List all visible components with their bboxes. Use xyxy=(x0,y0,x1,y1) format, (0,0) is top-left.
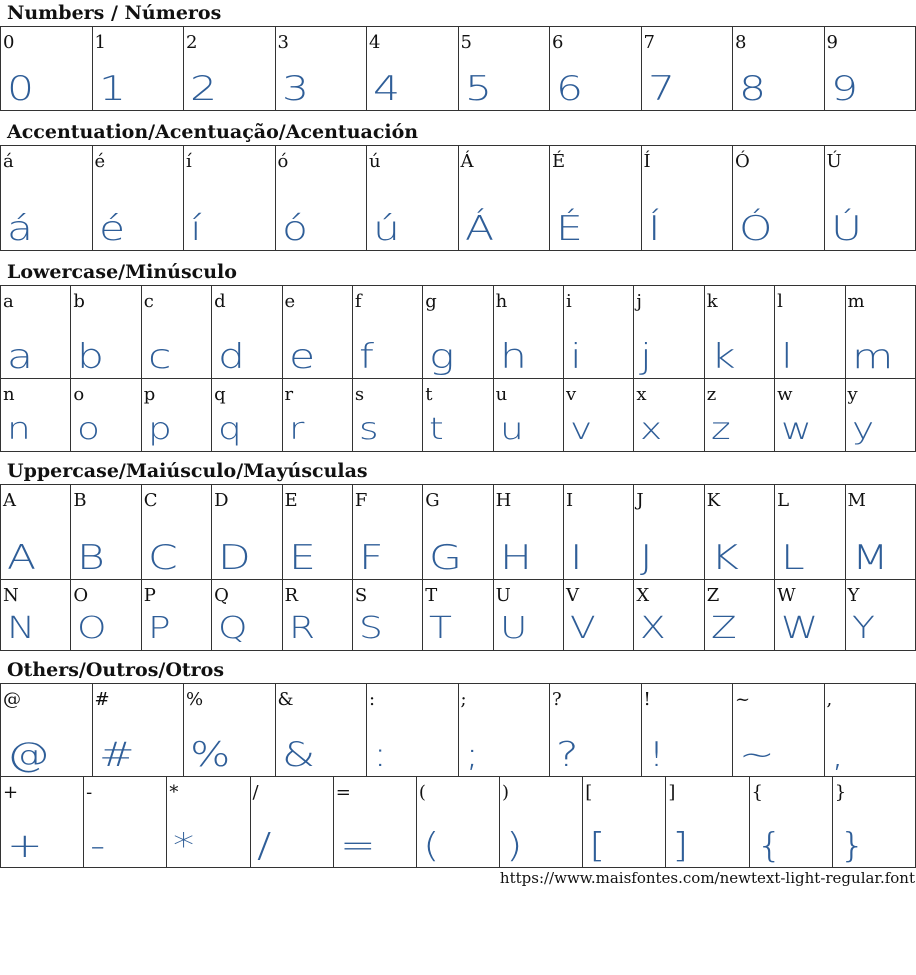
glyph-sample: L xyxy=(781,538,805,578)
glyph-sample: E xyxy=(288,538,316,578)
glyph-sample: T xyxy=(429,611,453,646)
glyph-cell xyxy=(423,286,493,379)
glyph-caption: k xyxy=(706,291,718,312)
glyph-row xyxy=(1,286,916,379)
numbers-grid xyxy=(0,26,916,111)
glyph-sample: 5 xyxy=(464,69,492,109)
glyph-caption: J xyxy=(636,490,644,511)
glyph-cell xyxy=(71,379,141,452)
glyph-caption: f xyxy=(354,291,362,312)
glyph-cell xyxy=(493,485,563,580)
glyph-cell xyxy=(550,684,642,777)
glyph-caption: , xyxy=(826,689,833,710)
glyph-cell xyxy=(141,485,211,580)
glyph-sample: M xyxy=(851,538,889,578)
glyph-caption: w xyxy=(777,384,793,405)
section-title-others: Others/Outros/Otros xyxy=(7,659,225,681)
glyph-cell xyxy=(333,777,416,868)
glyph-cell xyxy=(845,485,916,580)
glyph-sample: - xyxy=(90,826,106,866)
glyph-caption: i xyxy=(566,291,572,312)
source-url[interactable]: https://www.maisfontes.com/newtext-light-regular.font xyxy=(499,869,915,887)
glyph-caption: a xyxy=(3,291,14,312)
glyph-row xyxy=(1,27,916,111)
glyph-cell xyxy=(282,580,352,651)
glyph-sample: @ xyxy=(7,735,50,775)
glyph-caption: ) xyxy=(502,782,510,803)
glyph-sample: d xyxy=(218,337,246,377)
glyph-sample: ) xyxy=(506,826,523,866)
glyph-caption: ó xyxy=(277,151,289,172)
glyph-sample: * xyxy=(173,826,195,866)
glyph-sample: N xyxy=(7,611,36,646)
glyph-caption: ] xyxy=(668,782,676,803)
glyph-cell xyxy=(212,286,282,379)
glyph-caption: & xyxy=(277,689,294,710)
glyph-sample: V xyxy=(570,611,596,646)
glyph-cell xyxy=(641,684,733,777)
glyph-cell xyxy=(564,379,634,452)
glyph-caption: N xyxy=(3,585,19,606)
glyph-sample: { xyxy=(755,826,783,866)
glyph-caption: Q xyxy=(214,585,229,606)
glyph-caption: } xyxy=(834,782,847,803)
glyph-cell xyxy=(367,684,459,777)
glyph-cell xyxy=(275,684,367,777)
glyph-cell xyxy=(493,286,563,379)
glyph-sample: 2 xyxy=(190,69,218,109)
glyph-cell xyxy=(71,580,141,651)
glyph-sample: A xyxy=(7,538,37,578)
glyph-cell xyxy=(500,777,583,868)
glyph-cell xyxy=(367,146,459,251)
glyph-caption: Y xyxy=(847,585,860,606)
glyph-cell xyxy=(184,146,276,251)
glyph-cell xyxy=(704,485,774,580)
glyph-cell xyxy=(212,580,282,651)
glyph-cell xyxy=(564,580,634,651)
glyph-cell xyxy=(92,27,184,111)
others-grid-row2 xyxy=(0,776,916,868)
glyph-caption: u xyxy=(495,384,508,405)
glyph-cell xyxy=(634,286,704,379)
glyph-caption: T xyxy=(425,585,438,606)
glyph-caption: p xyxy=(143,384,156,405)
glyph-cell xyxy=(666,777,749,868)
glyph-sample: B xyxy=(77,538,106,578)
glyph-sample: % xyxy=(190,735,231,775)
glyph-cell xyxy=(352,485,422,580)
glyph-caption: - xyxy=(86,782,93,803)
glyph-caption: W xyxy=(777,585,796,606)
glyph-cell xyxy=(775,580,845,651)
glyph-caption: V xyxy=(566,585,579,606)
glyph-sample: m xyxy=(851,337,893,377)
glyph-caption: d xyxy=(214,291,226,312)
glyph-caption: ~ xyxy=(735,689,751,710)
glyph-sample: 6 xyxy=(556,69,584,109)
glyph-cell xyxy=(845,286,916,379)
glyph-sample: ; xyxy=(464,735,479,775)
glyph-sample: G xyxy=(429,538,463,578)
glyph-cell xyxy=(71,286,141,379)
others-grid-row1 xyxy=(0,683,916,777)
glyph-sample: W xyxy=(781,611,819,646)
glyph-sample: t xyxy=(429,412,444,447)
glyph-sample: R xyxy=(288,611,315,646)
glyph-sample: p xyxy=(147,412,172,447)
glyph-caption: U xyxy=(495,585,511,606)
glyph-cell xyxy=(1,286,71,379)
glyph-cell xyxy=(212,379,282,452)
glyph-cell xyxy=(845,580,916,651)
glyph-caption: F xyxy=(354,490,368,511)
glyph-sample: k xyxy=(710,337,736,377)
accents-grid xyxy=(0,145,916,251)
glyph-sample: } xyxy=(838,826,866,866)
glyph-caption: ! xyxy=(643,689,651,710)
glyph-caption: Á xyxy=(460,151,474,172)
glyph-sample: 0 xyxy=(7,69,35,109)
glyph-sample: g xyxy=(429,337,455,377)
glyph-cell xyxy=(583,777,666,868)
glyph-caption: e xyxy=(284,291,296,312)
glyph-sample: o xyxy=(77,412,101,447)
glyph-cell xyxy=(824,684,916,777)
glyph-cell xyxy=(282,485,352,580)
glyph-sample: í xyxy=(190,209,202,249)
glyph-cell xyxy=(775,379,845,452)
glyph-cell xyxy=(641,27,733,111)
glyph-caption: í xyxy=(186,151,192,172)
glyph-cell xyxy=(275,27,367,111)
glyph-caption: l xyxy=(777,291,783,312)
glyph-sample: P xyxy=(147,611,171,646)
glyph-sample: , xyxy=(830,735,845,775)
glyph-caption: v xyxy=(566,384,577,405)
glyph-sample: b xyxy=(77,337,105,377)
glyph-caption: O xyxy=(73,585,89,606)
glyph-sample: + xyxy=(7,826,43,866)
glyph-cell xyxy=(704,580,774,651)
glyph-cell xyxy=(1,580,71,651)
glyph-caption: I xyxy=(566,490,574,511)
glyph-caption: c xyxy=(143,291,154,312)
glyph-cell xyxy=(423,485,493,580)
glyph-cell xyxy=(775,485,845,580)
glyph-caption: o xyxy=(73,384,85,405)
glyph-row xyxy=(1,379,916,452)
glyph-cell xyxy=(550,27,642,111)
glyph-caption: @ xyxy=(3,689,21,710)
glyph-cell xyxy=(250,777,333,868)
glyph-caption: M xyxy=(847,490,866,511)
lowercase-grid xyxy=(0,285,916,452)
glyph-caption: 8 xyxy=(735,32,747,53)
glyph-cell xyxy=(1,777,84,868)
glyph-caption: 9 xyxy=(826,32,838,53)
glyph-sample: Í xyxy=(647,209,661,249)
glyph-caption: g xyxy=(425,291,437,312)
glyph-caption: * xyxy=(169,782,179,803)
glyph-caption: j xyxy=(636,291,642,312)
glyph-caption: Z xyxy=(706,585,720,606)
glyph-caption: # xyxy=(94,689,110,710)
glyph-caption: 1 xyxy=(94,32,106,53)
glyph-cell xyxy=(416,777,499,868)
glyph-cell xyxy=(550,146,642,251)
glyph-caption: K xyxy=(706,490,721,511)
glyph-sample: X xyxy=(640,611,667,646)
glyph-cell xyxy=(458,684,550,777)
glyph-cell xyxy=(733,684,825,777)
glyph-cell xyxy=(1,485,71,580)
glyph-caption: G xyxy=(425,490,440,511)
glyph-cell xyxy=(141,580,211,651)
glyph-caption: t xyxy=(425,384,433,405)
glyph-caption: B xyxy=(73,490,87,511)
glyph-sample: O xyxy=(77,611,107,646)
glyph-caption: { xyxy=(751,782,763,803)
glyph-sample: q xyxy=(218,412,242,447)
glyph-cell xyxy=(704,286,774,379)
glyph-caption: L xyxy=(777,490,790,511)
glyph-sample: 7 xyxy=(647,69,675,109)
glyph-sample: C xyxy=(147,538,178,578)
glyph-cell xyxy=(564,286,634,379)
glyph-cell xyxy=(564,485,634,580)
glyph-caption: 3 xyxy=(277,32,289,53)
glyph-cell xyxy=(493,379,563,452)
glyph-caption: 6 xyxy=(552,32,564,53)
glyph-sample: w xyxy=(781,412,812,447)
glyph-cell xyxy=(749,777,832,868)
glyph-caption: á xyxy=(3,151,14,172)
glyph-caption: b xyxy=(73,291,85,312)
uppercase-grid xyxy=(0,484,916,651)
glyph-caption: R xyxy=(284,585,299,606)
glyph-caption: m xyxy=(847,291,865,312)
glyph-sample: j xyxy=(640,337,653,377)
glyph-sample: x xyxy=(640,412,663,447)
glyph-cell xyxy=(493,580,563,651)
glyph-cell xyxy=(733,146,825,251)
glyph-caption: = xyxy=(335,782,351,803)
glyph-cell xyxy=(641,146,733,251)
glyph-caption: E xyxy=(284,490,298,511)
glyph-caption: x xyxy=(636,384,647,405)
glyph-cell xyxy=(634,485,704,580)
glyph-caption: n xyxy=(3,384,15,405)
glyph-cell xyxy=(275,146,367,251)
section-title-uppercase: Uppercase/Maiúsculo/Mayúsculas xyxy=(7,460,368,482)
glyph-caption: r xyxy=(284,384,294,405)
glyph-cell xyxy=(423,379,493,452)
glyph-cell xyxy=(352,379,422,452)
glyph-cell xyxy=(832,777,915,868)
glyph-sample: # xyxy=(98,735,135,775)
glyph-cell xyxy=(733,27,825,111)
glyph-caption: [ xyxy=(585,782,593,803)
glyph-sample: y xyxy=(851,412,874,447)
glyph-caption: ( xyxy=(418,782,426,803)
glyph-row xyxy=(1,777,916,868)
glyph-cell xyxy=(704,379,774,452)
glyph-caption: / xyxy=(252,782,259,803)
glyph-caption: C xyxy=(143,490,158,511)
glyph-cell xyxy=(824,146,916,251)
glyph-caption: H xyxy=(495,490,512,511)
glyph-cell xyxy=(71,485,141,580)
glyph-sample: e xyxy=(288,337,315,377)
glyph-cell xyxy=(458,146,550,251)
glyph-sample: ú xyxy=(373,209,400,249)
glyph-cell xyxy=(167,777,250,868)
glyph-caption: ; xyxy=(460,689,467,710)
glyph-sample: i xyxy=(570,337,582,377)
glyph-caption: 5 xyxy=(460,32,472,53)
glyph-row xyxy=(1,580,916,651)
glyph-sample: & xyxy=(281,735,315,775)
glyph-caption: É xyxy=(552,151,566,172)
glyph-caption: Ú xyxy=(826,151,842,172)
glyph-row xyxy=(1,485,916,580)
glyph-caption: h xyxy=(495,291,508,312)
glyph-caption: 2 xyxy=(186,32,198,53)
glyph-caption: A xyxy=(3,490,16,511)
glyph-caption: ? xyxy=(552,689,562,710)
glyph-sample: Ú xyxy=(830,209,862,249)
glyph-cell xyxy=(423,580,493,651)
glyph-caption: S xyxy=(354,585,368,606)
section-title-accents: Accentuation/Acentuação/Acentuación xyxy=(7,121,419,143)
glyph-cell xyxy=(458,27,550,111)
glyph-sample: ó xyxy=(281,209,308,249)
glyph-sample: ] xyxy=(672,826,689,866)
glyph-sample: ( xyxy=(422,826,440,866)
glyph-sample: n xyxy=(7,412,31,447)
glyph-cell xyxy=(92,684,184,777)
glyph-sample: S xyxy=(358,611,383,646)
glyph-sample: a xyxy=(7,337,34,377)
glyph-cell xyxy=(1,146,93,251)
glyph-caption: é xyxy=(94,151,106,172)
glyph-sample: v xyxy=(570,412,593,447)
glyph-caption: % xyxy=(186,689,204,710)
glyph-sample: Q xyxy=(218,611,248,646)
glyph-sample: D xyxy=(218,538,251,578)
glyph-cell xyxy=(212,485,282,580)
glyph-row xyxy=(1,146,916,251)
glyph-sample: U xyxy=(499,611,528,646)
glyph-cell xyxy=(141,379,211,452)
glyph-sample: r xyxy=(288,412,304,447)
glyph-cell xyxy=(775,286,845,379)
glyph-sample: Z xyxy=(710,611,737,646)
section-title-lowercase: Lowercase/Minúsculo xyxy=(7,261,237,283)
glyph-cell xyxy=(634,580,704,651)
glyph-cell xyxy=(184,684,276,777)
glyph-caption: Í xyxy=(643,151,651,172)
glyph-sample: 9 xyxy=(830,69,858,109)
glyph-sample: Ó xyxy=(739,209,773,249)
glyph-sample: / xyxy=(256,826,271,866)
glyph-caption: : xyxy=(369,689,376,710)
glyph-sample: 8 xyxy=(739,69,767,109)
glyph-cell xyxy=(282,379,352,452)
glyph-row xyxy=(1,684,916,777)
glyph-cell xyxy=(92,146,184,251)
glyph-cell xyxy=(1,27,93,111)
glyph-sample: 4 xyxy=(373,69,401,109)
glyph-sample: Y xyxy=(851,611,875,646)
glyph-sample: u xyxy=(499,412,524,447)
glyph-sample: H xyxy=(499,538,532,578)
glyph-cell xyxy=(141,286,211,379)
glyph-cell xyxy=(367,27,459,111)
glyph-cell xyxy=(1,379,71,452)
glyph-caption: s xyxy=(354,384,365,405)
glyph-caption: P xyxy=(143,585,156,606)
glyph-sample: F xyxy=(358,538,384,578)
glyph-sample: á xyxy=(7,209,34,249)
glyph-cell xyxy=(634,379,704,452)
glyph-sample: 3 xyxy=(281,69,309,109)
glyph-caption: 4 xyxy=(369,32,381,53)
glyph-sample: f xyxy=(358,337,374,377)
glyph-sample: É xyxy=(556,209,583,249)
glyph-sample: Á xyxy=(464,209,494,249)
glyph-sample: ~ xyxy=(739,735,775,775)
glyph-caption: y xyxy=(847,384,858,405)
glyph-cell xyxy=(84,777,167,868)
glyph-sample: s xyxy=(358,412,379,447)
glyph-cell xyxy=(1,684,93,777)
section-title-numbers: Numbers / Números xyxy=(7,2,222,24)
glyph-caption: ú xyxy=(369,151,381,172)
glyph-sample: h xyxy=(499,337,527,377)
glyph-caption: z xyxy=(706,384,717,405)
glyph-sample: é xyxy=(98,209,125,249)
glyph-caption: D xyxy=(214,490,229,511)
glyph-sample: c xyxy=(147,337,172,377)
glyph-sample: z xyxy=(710,412,731,447)
glyph-caption: 7 xyxy=(643,32,655,53)
glyph-sample: 1 xyxy=(98,69,126,109)
glyph-caption: X xyxy=(636,585,650,606)
glyph-cell xyxy=(184,27,276,111)
glyph-cell xyxy=(824,27,916,111)
glyph-cell xyxy=(352,580,422,651)
glyph-caption: q xyxy=(214,384,226,405)
glyph-sample: : xyxy=(373,735,388,775)
glyph-sample: = xyxy=(339,826,376,866)
glyph-sample: J xyxy=(640,538,653,578)
glyph-sample: [ xyxy=(589,826,606,866)
glyph-cell xyxy=(282,286,352,379)
glyph-sample: I xyxy=(570,538,583,578)
glyph-caption: Ó xyxy=(735,151,750,172)
glyph-sample: l xyxy=(781,337,793,377)
glyph-caption: 0 xyxy=(3,32,15,53)
glyph-caption: + xyxy=(3,782,19,803)
glyph-cell xyxy=(352,286,422,379)
glyph-sample: K xyxy=(710,538,739,578)
glyph-sample: ? xyxy=(556,735,579,775)
glyph-sample: ! xyxy=(647,735,665,775)
glyph-cell xyxy=(845,379,916,452)
